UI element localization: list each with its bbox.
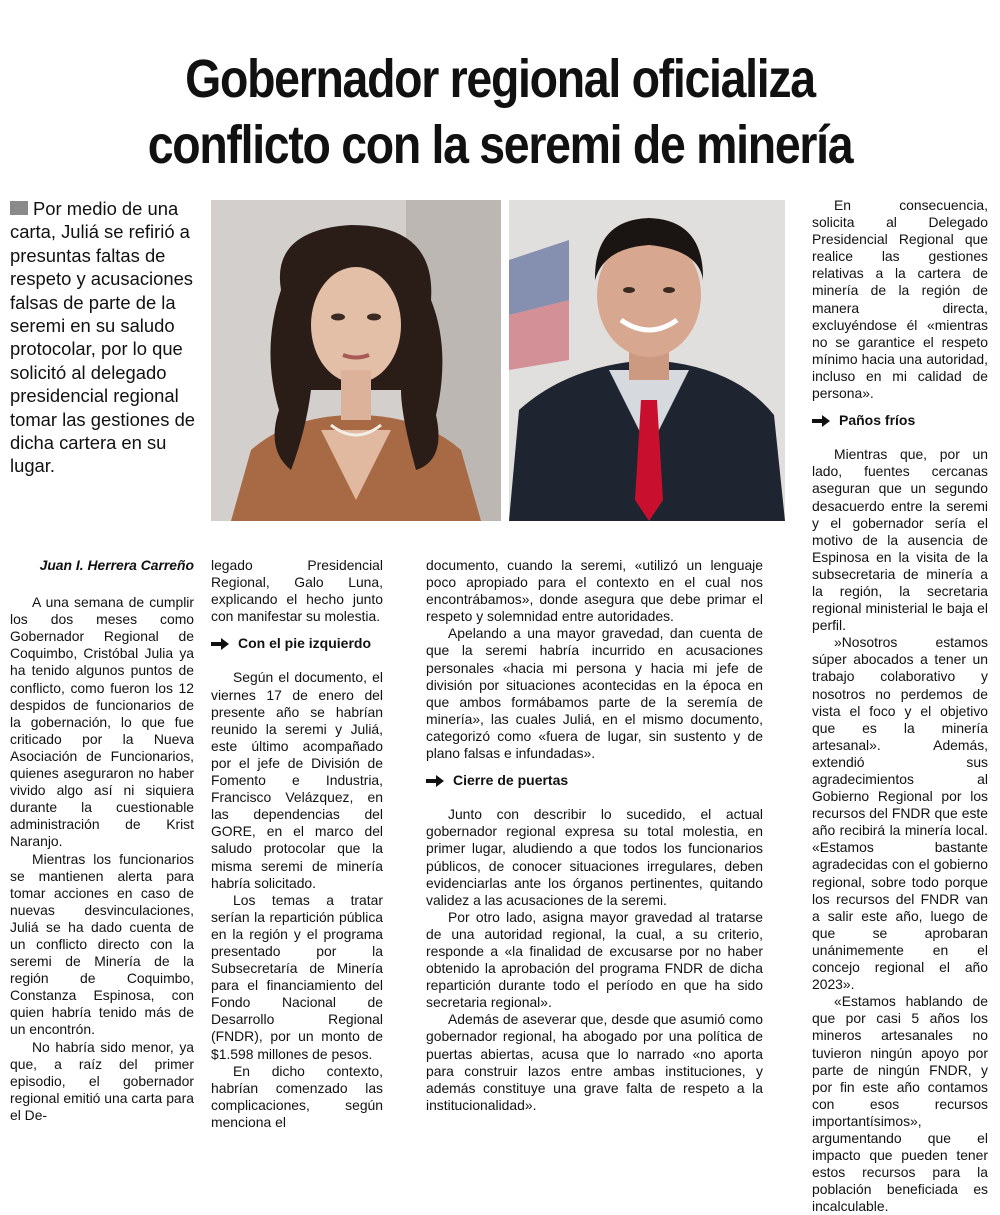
- subheading-cierre-de-puertas: [426, 772, 763, 789]
- lede-text: Por medio de una carta, Juliá se refirió a presuntas faltas de respeto y acusaciones falsas de parte de la seremi en su saludo protocolar, por lo que solicitó al delegado presidencial regional tomar las gestiones de dicha cartera en su lugar.: [10, 198, 196, 477]
- paragraph: Mientras que, por un lado, fuentes cercanas aseguran que un segundo desacuerdo entre la seremi y el gobernador sería el motivo de la ausencia de Espinosa en la visita de la subsecretaria de minería a la región, la secretaria regional ministerial le baja el perfil.: [812, 446, 988, 634]
- article-column-4: [812, 197, 988, 1215]
- paragraph: En dicho contexto, habrían comenzado las complicaciones, según menciona el: [211, 1062, 383, 1130]
- portrait-man-icon: [509, 200, 785, 521]
- paragraph: Junto con describir lo sucedido, el actual gobernador regional expresa su total molestia, en primer lugar, aludiendo a que todos los funcionarios públicos, de conocer situaciones irregulares, deben evidenciarlas ante los órganos pertinentes, quitando validez a las acusaciones de la seremi.: [426, 806, 763, 908]
- paragraph: No habría sido menor, ya que, a raíz del primer episodio, el gobernador regional emitió una carta para el De-: [10, 1038, 194, 1123]
- article-column-1: [10, 557, 194, 1124]
- headline-line-1: Gobernador regional oficializa: [185, 49, 815, 110]
- subheading-panos-frios: [812, 412, 988, 429]
- paragraph: Según el documento, el viernes 17 de enero del presente año se habrían reunido la seremi y Juliá, este último acompañado por el jefe de División de Fomento e Industria, Francisco Velázquez, en las dependencias del GORE, en el marco del saludo protocolar que la misma seremi de minería habría solicitado.: [211, 669, 383, 891]
- paragraph: Por otro lado, asigna mayor gravedad al tratarse de una autoridad regional, la cual, a su criterio, responde a «la finalidad de excusarse por no haber obtenido la aprobación del programa FNDR de dicha repartición durante todo el período en que ha sido secretaria regional».: [426, 908, 763, 1011]
- headline: [70, 46, 930, 178]
- lede-summary: [10, 197, 198, 478]
- paragraph: Apelando a una mayor gravedad, dan cuenta de que la seremi habría incurrido en acusaciones personales «hacia mi persona y hacia mi jefe de división por situaciones acontecidas en la época en que ambos formábamos parte de la seremía de minería», las cuales Juliá, en el mismo documento, categorizó como «fuera de lugar, sin sustento y de plano falsas e infundadas».: [426, 625, 763, 762]
- arrow-right-icon: [211, 637, 229, 651]
- paragraph: Los temas a tratar serían la repartición pública en la región y el programa presentado por la Subsecretaría de Minería para el financiamiento del Fondo Nacional de Desarrollo Regional (FNDR), por un monto de $1.598 millones de pesos.: [211, 891, 383, 1062]
- headline-line-2: conflicto con la seremi de minería: [147, 115, 853, 176]
- paragraph: A una semana de cumplir los dos meses como Gobernador Regional de Coquimbo, Cristóbal Julia ya ha tenido algunos puntos de conflicto, como fueron los 12 despidos de funcionarios de la gobernación, lo que fue criticado por la Nueva Asociación de Funcionarios, quienes aseguraron no haber vivido algo así ni siquiera durante la cuestionable administración de Krist Naranjo.: [10, 594, 194, 850]
- subheading-text: Cierre de puertas: [453, 772, 569, 789]
- paragraph: Además de aseverar que, desde que asumió como gobernador regional, ha abogado por una política de puertas abiertas, acusa que lo narrado «no aporta para construir lazos entre ambas instituciones, y además constituye una grave falta de respeto a la institucionalidad».: [426, 1011, 763, 1113]
- byline: Juan I. Herrera Carreño: [39, 557, 194, 573]
- subheading-text: Con el pie izquierdo: [238, 635, 372, 652]
- photo-seremi: [211, 200, 501, 521]
- paragraph: documento, cuando la seremi, «utilizó un lenguaje poco apropiado para el contexto en el cual nos encontrábamos», donde asegura que debe primar el respeto y solemnidad entre autoridades.: [426, 557, 763, 625]
- portrait-woman-icon: [211, 200, 501, 521]
- paragraph: »Nosotros estamos súper abocados a tener un trabajo colaborativo y nosotros no perdemos de vista el foco y el objetivo que es la minería artesanal». Además, extendió sus agradecimientos al Gobierno Regional por los recursos del FNDR que este año recibirá la minería local. «Estamos bastante agradecidas con el gobierno regional, sobre todo porque los recursos del FNDR van a salir este año, luego de que se aprobaran unánimemente en el concejo regional el año 2023».: [812, 634, 988, 993]
- paragraph: En consecuencia, solicita al Delegado Presidencial Regional que realice las gestiones relativas a la cartera de minería de la región de manera directa, excluyéndose él «mientras no se garantice el respeto mínimo hacia una autoridad, incluso en mi calidad de persona».: [812, 197, 988, 402]
- subheading-con-el-pie-izquierdo: [211, 635, 383, 652]
- subheading-text: Paños fríos: [839, 412, 916, 429]
- arrow-right-icon: [426, 774, 444, 788]
- square-bullet-icon: [10, 201, 28, 215]
- paragraph: «Estamos hablando de que por casi 5 años los mineros artesanales no tuvieron ningún apoyo por parte de ningún FNDR, y por fin este año contamos con esos recursos importantísimos», argumentando que el impacto que pueden tener estos recursos para la población beneficiada es incalculable.: [812, 993, 988, 1215]
- paragraph: legado Presidencial Regional, Galo Luna, explicando el hecho junto con manifestar su molestia.: [211, 557, 383, 625]
- paragraph: Mientras los funcionarios se mantienen alerta para tomar acciones en caso de nuevas desvinculaciones, Juliá se ha dado cuenta de un conflicto directo con la seremi de Minería de la región de Coquimbo, Constanza Espinosa, con quien habría tenido más de un encontrón.: [10, 850, 194, 1038]
- article-column-3: [426, 557, 763, 1114]
- arrow-right-icon: [812, 414, 830, 428]
- article-column-2: [211, 557, 383, 1131]
- photo-gobernador: [509, 200, 785, 521]
